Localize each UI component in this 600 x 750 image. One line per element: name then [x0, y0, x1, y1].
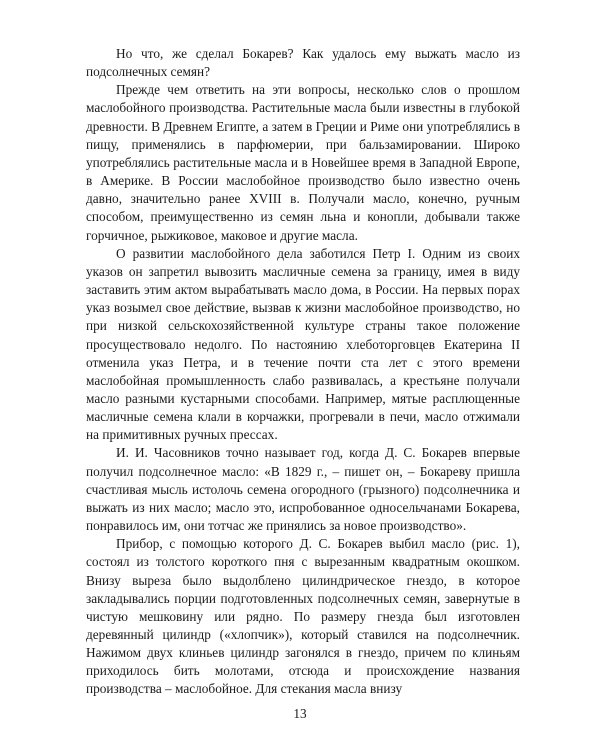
paragraph-2: Прежде чем ответить на эти вопросы, несколько слов о прошлом маслобойного производства. Растительные масла были известны в глубокой древности. В Древнем Египте, а затем в Греции и Риме они употреблялись в пищу, применялись в парфюмерии, при бальзамировании. Широко употреблялись растительные масла и в Новейшее время в Западной Европе, в Америке. В России маслобойное производство было известно очень давно, значительно ранее XVIII в. Получали масло, конечно, ручным способом, преимущественно из семян льна и конопли, добывали также горчичное, рыжиковое, маковое и другие масла. — [86, 82, 520, 243]
paragraph-4: И. И. Часовников точно называет год, когда Д. С. Бокарев впервые получил подсолнечное масло: «В 1829 г., – пишет он, – Бокареву пришла счастливая мысль истолочь семена огородного (грызного) подсолнечника и выжать из них масло; масло это, испробованное односельчанами Бокарева, понравилось им, они тотчас же принялись за новое производство». — [86, 445, 520, 534]
paragraph-3: О развитии маслобойного дела заботился Петр I. Одним из своих указов он запретил вывозить масличные семена за границу, имея в виду заставить этим актом вырабатывать масло дома, в России. На первых порах указ возымел свое действие, вызвав к жизни маслобойное производство, но при низкой сельскохозяйственной культуре страны такое положение просуществовало недолго. По настоянию хлеботорговцев Екатерина II отменила указ Петра, и в течение почти ста лет с этого времени маслобойная промышленность слабо развивалась, а крестьяне получали масло разными кустарными способами. Например, мятые расплющенные масличные семена клали в корчажки, прогревали в печи, масло отжимали на примитивных ручных прессах. — [86, 245, 520, 443]
paragraph-1: Но что, же сделал Бокарев? Как удалось ему выжать масло из подсолнечных семян? — [86, 46, 520, 80]
paragraph-5: Прибор, с помощью которого Д. С. Бокарев выбил масло (рис. 1), состоял из толстого короткого пня с вырезанным квадратным окошком. Внизу выреза было выдолблено цилиндрическое гнездо, в которое закладывались порции подготовленных подсолнечных семян, завернутые в чистую мешковину или рядно. По размеру гнезда был изготовлен деревянный цилиндр («хлопчик»), который ставился на подсолнечник. Нажимом двух клиньев цилиндр загонялся в гнездо, причем по клиньям приходилось бить молотами, отсюда и происхождение названия производства – маслобойное. Для стекания масла внизу — [86, 536, 520, 697]
page-number: 13 — [293, 706, 307, 721]
body-text — [86, 45, 520, 699]
